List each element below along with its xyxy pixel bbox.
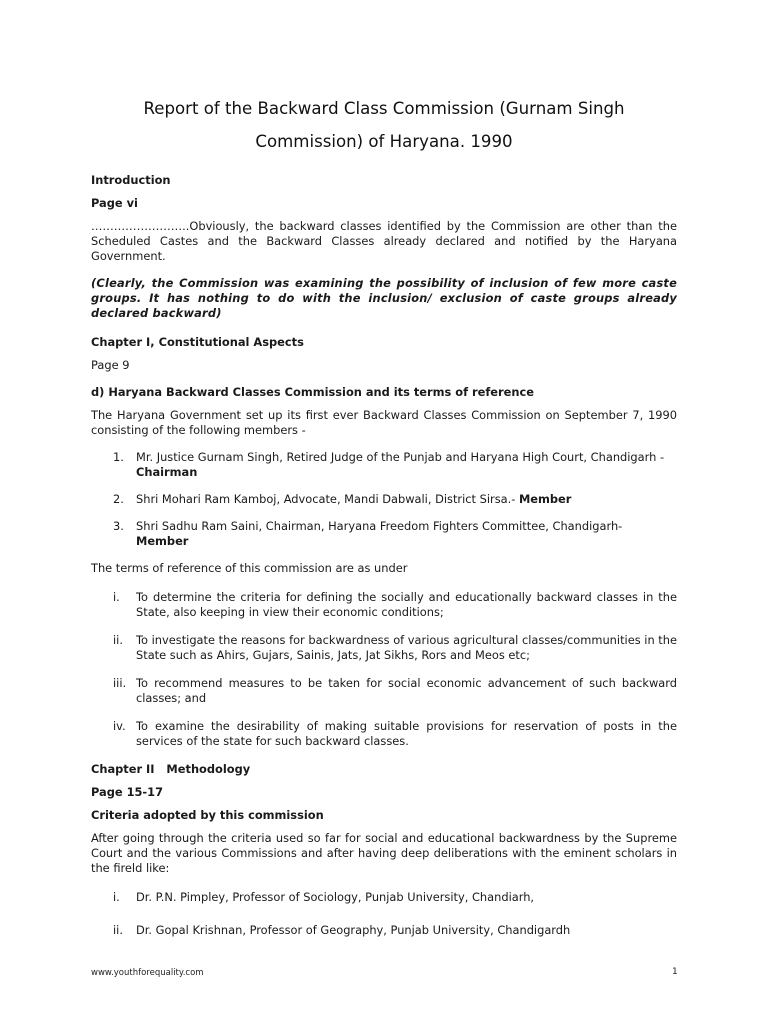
list-item [91,719,677,749]
chapter1-page-ref: Page 9 [91,358,130,372]
footer-url: www.youthforequality.com [91,968,204,978]
list-item [91,590,677,620]
chapter1-subheading: d) Haryana Backward Classes Commission and its terms of reference [91,385,534,399]
introduction-page-ref: Page vi [91,196,138,210]
list-number: 1. [113,450,124,464]
introduction-heading: Introduction [91,173,171,187]
list-item [91,450,677,480]
term-text: To investigate the reasons for backwardness of various agricultural classes/communities in the State such as Ahirs, Gujars, Sainis, Jats, Jat Sikhs, Rors and Meos etc; [136,633,677,662]
scholar-text: Dr. Gopal Krishnan, Professor of Geography, Punjab University, Chandigardh [136,923,571,937]
list-number: iii. [113,676,127,690]
document-title: Report of the Backward Class Commission (Gurnam Singh Commission) of Haryana. 1990 [143,99,625,151]
list-number: 3. [113,519,124,533]
document-page [91,92,677,951]
term-text: To determine the criteria for defining the socially and educationally backward classes in the State, also keeping in view their economic conditions; [136,590,677,619]
chapter2-paragraph: After going through the criteria used so far for social and educational backwardness by the Supreme Court and the various Commissions and after having deep deliberations with the eminent scholars in the fireld like: [91,831,677,875]
member-text: Shri Mohari Ram Kamboj, Advocate, Mandi Dabwali, District Sirsa.- [136,492,516,506]
members-list [91,450,677,549]
list-number: 2. [113,492,124,506]
term-text: To recommend measures to be taken for social economic advancement of such backward classes; and [136,676,677,705]
list-number: ii. [113,923,123,937]
terms-list [91,590,677,749]
footer-page-number: 1 [672,967,678,977]
scholar-text: Dr. P.N. Pimpley, Professor of Sociology, Punjab University, Chandiarh, [136,890,535,904]
chapter2-heading: Chapter II Methodology [91,762,251,776]
list-item [91,923,677,938]
chapter2-subheading: Criteria adopted by this commission [91,808,324,822]
list-item [91,492,677,507]
chapter2-page-ref: Page 15-17 [91,785,164,799]
list-number: iv. [113,719,126,733]
terms-intro: The terms of reference of this commission are as under [91,561,408,575]
chapter1-paragraph: The Haryana Government set up its first ever Backward Classes Commission on September 7, 1990 consisting of the following members - [91,408,677,437]
scholars-list [91,890,677,938]
member-text: Shri Sadhu Ram Saini, Chairman, Haryana Freedom Fighters Committee, Chandigarh- [136,519,623,533]
list-number: i. [113,890,120,904]
introduction-paragraph: ……………………..Obviously, the backward classes identified by the Commission are other than the Scheduled Castes and the Backward Classes already declared and notified by the Haryana Government. [91,219,677,263]
list-item [91,519,677,549]
introduction-note: (Clearly, the Commission was examining the possibility of inclusion of few more caste groups. It has nothing to do with the inclusion/ exclusion of caste groups already declared backward) [91,276,677,320]
term-text: To examine the desirability of making suitable provisions for reservation of posts in the services of the state for such backward classes. [136,719,677,748]
list-item [91,633,677,663]
list-item [91,890,677,905]
chapter1-heading: Chapter I, Constitutional Aspects [91,335,304,349]
member-role: Chairman [136,465,198,479]
list-item [91,676,677,706]
member-role: Member [136,534,189,548]
list-number: ii. [113,633,123,647]
list-number: i. [113,590,120,604]
member-role: Member [518,492,572,506]
member-text: Mr. Justice Gurnam Singh, Retired Judge of the Punjab and Haryana High Court, Chandigarh - [136,450,665,464]
